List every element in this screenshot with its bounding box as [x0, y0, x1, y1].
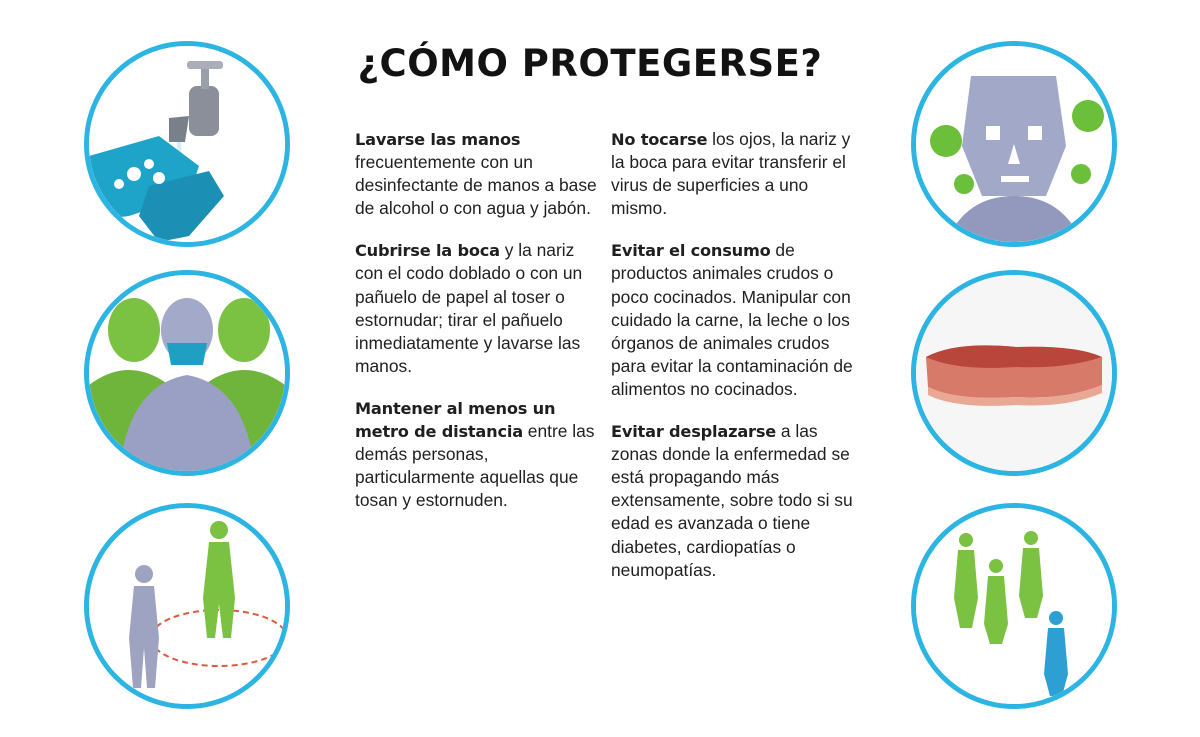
- tip-wash-hands: [355, 128, 605, 220]
- crowd-people-icon: [916, 508, 1112, 704]
- virus-face-icon: [916, 46, 1112, 242]
- tip-avoid-raw-food: [611, 239, 861, 401]
- handwashing-illustration: [84, 41, 290, 247]
- tip-cover-mouth: [355, 239, 605, 378]
- raw-meat-icon: [916, 275, 1112, 471]
- mask-people-illustration: [84, 270, 290, 476]
- crowd-illustration: [911, 503, 1117, 709]
- tip-text: de productos animales crudos o poco cocinados. Manipular con cuidado la carne, la leche o los órganos de animales crudos para evitar la contaminación de alimentos no cocinados.: [611, 240, 853, 399]
- tip-avoid-travel: [611, 420, 861, 582]
- tip-heading: Evitar desplazarse: [611, 422, 777, 442]
- tips-column-left: [355, 128, 605, 531]
- tip-text: entre las demás personas, particularmente aquellas que tosan y estornuden.: [355, 421, 595, 511]
- tip-text: los ojos, la nariz y la boca para evitar transferir el virus de superficies a uno mismo.: [611, 129, 851, 219]
- tip-keep-distance: [355, 397, 605, 512]
- raw-meat-illustration: [911, 270, 1117, 476]
- tip-no-touch-face: [611, 128, 861, 220]
- distance-people-icon: [89, 508, 285, 704]
- distance-illustration: [84, 503, 290, 709]
- tip-heading: Cubrirse la boca: [355, 241, 500, 261]
- tip-heading: No tocarse: [611, 130, 708, 149]
- tip-heading: Mantener al menos un metro de distancia: [355, 398, 556, 442]
- tip-text: frecuentemente con un desinfectante de manos a base de alcohol o con agua y jabón.: [355, 152, 597, 219]
- tip-text: y la nariz con el codo doblado o con un pañuelo de papel al toser o estornudar; tirar el pañuelo inmediatamente y lavarse las manos.: [355, 240, 583, 376]
- tip-heading: Evitar el consumo: [611, 241, 771, 261]
- handwashing-icon: [89, 46, 285, 242]
- tip-heading: Lavarse las manos: [355, 130, 521, 149]
- tip-text: a las zonas donde la enfermedad se está propagando más extensamente, sobre todo si su edad es avanzada o tiene diabetes, cardiopatías o neumopatías.: [611, 421, 853, 580]
- tips-column-right: [611, 128, 861, 601]
- page-title: ¿CÓMO PROTEGERSE?: [357, 42, 823, 85]
- virus-face-illustration: [911, 41, 1117, 247]
- mask-people-icon: [89, 275, 285, 471]
